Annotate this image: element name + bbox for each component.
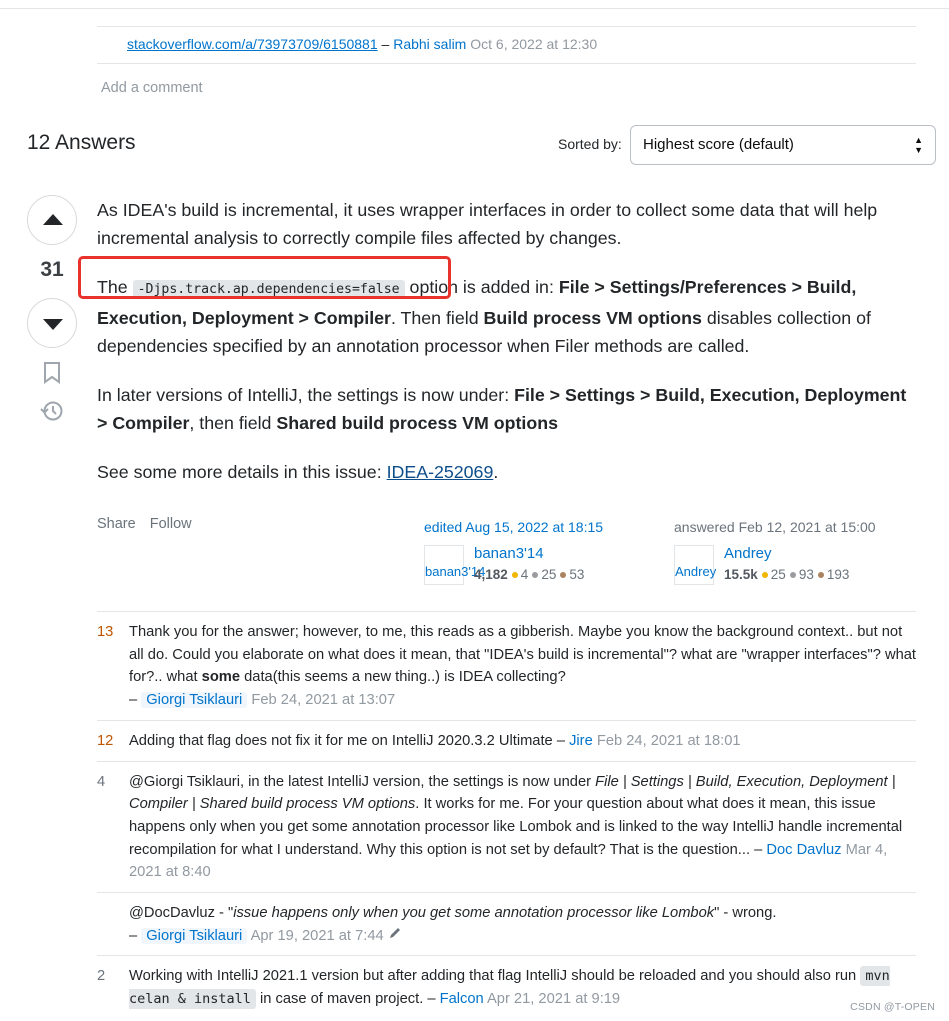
history-icon[interactable] bbox=[40, 400, 64, 426]
edit-pencil-icon[interactable] bbox=[388, 928, 402, 944]
follow-link[interactable]: Follow bbox=[149, 516, 192, 532]
question-comments bbox=[97, 26, 916, 64]
author-name[interactable]: Andrey bbox=[724, 545, 772, 562]
comment-link[interactable]: stackoverflow.com/a/73973709/6150881 bbox=[127, 36, 378, 52]
comment: 2 Working with IntelliJ 2021.1 version but after adding that flag IntelliJ should be reloaded and you should also run mvn celan & install in case of maven project. – Falcon Apr 21, 2021 at 9:19 bbox=[97, 955, 916, 1018]
silver-badge-icon bbox=[532, 572, 538, 578]
author-reputation: 15.5k 25 93 193 bbox=[724, 567, 850, 582]
arrow-up-icon bbox=[43, 214, 63, 225]
comment: 4 @Giorgi Tsiklauri, in the latest IntelliJ version, the settings is now under File | Settings | Build, Execution, Deployment | Compiler | Shared build process VM options. It works for me. For your question about what does it mean, this issue happens only when you get some annotation processor like Lombok and is linked to the way IntelliJ handle incremental recompilation for what I understand. Why this option is not set by default? That is the question... – Doc Davluz Mar 4, 2021 at 8:40 bbox=[97, 761, 916, 893]
comment-user[interactable]: Jire bbox=[569, 732, 593, 749]
comment: @DocDavluz - "issue happens only when you get some annotation processor like Lombok" - wrong. – Giorgi Tsiklauri Apr 19, 2021 at 7:44 bbox=[97, 892, 916, 955]
add-comment-link[interactable]: Add a comment bbox=[101, 80, 203, 96]
edited-timestamp[interactable]: edited Aug 15, 2022 at 18:15 bbox=[424, 519, 604, 535]
select-arrows-icon: ▲ ▼ bbox=[914, 135, 923, 155]
sort-select[interactable] bbox=[630, 125, 936, 165]
comment-date[interactable]: Apr 21, 2021 at 9:19 bbox=[487, 991, 621, 1008]
post-menu bbox=[97, 516, 202, 532]
avatar[interactable]: Andrey bbox=[674, 545, 714, 585]
author-signature bbox=[674, 519, 876, 582]
comment-separator: – bbox=[377, 36, 394, 52]
answers-count-heading: 12 Answers bbox=[27, 131, 136, 154]
silver-badge-icon bbox=[790, 572, 796, 578]
bronze-badge-icon bbox=[560, 572, 566, 578]
bookmark-icon[interactable] bbox=[43, 362, 61, 388]
share-link[interactable]: Share bbox=[97, 516, 136, 532]
comment-score: 13 bbox=[97, 624, 114, 640]
comment-date[interactable]: Mar 4, 2021 at 8:40 bbox=[129, 841, 888, 881]
sort-label: Sorted by: bbox=[558, 136, 622, 152]
editor-name[interactable]: banan3'14 bbox=[474, 545, 544, 562]
comment-date[interactable]: Feb 24, 2021 at 18:01 bbox=[596, 732, 741, 749]
comment-score: 12 bbox=[97, 732, 114, 749]
comment-user[interactable]: Giorgi Tsiklauri bbox=[141, 692, 247, 708]
comment: 13 Thank you for the answer; however, to me, this reads as a gibberish. Maybe you know the background context.. but not all do. Could you elaborate on what does it mean, that "IDEA's build is incremental"? what are "wrapper interfaces"? what for?.. what some data(this seems a new thing..) is IDEA collecting? – Giorgi Tsiklauri Feb 24, 2021 at 13:07 bbox=[97, 611, 916, 720]
answer-paragraph: The -Djps.track.ap.dependencies=false option is added in: File > Settings/Preferences > Build, Execution, Deployment > Compiler. Then field Build process VM options disables collection of dependencies specified by an annotation processor when Filer methods are called. bbox=[97, 277, 871, 356]
gold-badge-icon bbox=[762, 572, 768, 578]
question-comment bbox=[97, 26, 916, 64]
watermark: CSDN @T-OPEN bbox=[850, 1001, 935, 1013]
comment: 12 Adding that flag does not fix it for me on IntelliJ 2020.3.2 Ultimate – Jire Feb 24, 2021 at 18:01 bbox=[97, 720, 916, 761]
comment-user[interactable]: Rabhi salim bbox=[393, 36, 467, 52]
issue-link[interactable]: IDEA-252069 bbox=[386, 462, 494, 482]
answer-paragraph: As IDEA's build is incremental, it uses wrapper interfaces in order to collect some data that will help incremental analysis to correctly compile files affected by changes. bbox=[97, 200, 878, 248]
editor-reputation: 4,182 4 25 53 bbox=[474, 567, 585, 582]
answer-paragraph: See some more details in this issue: IDEA-252069. bbox=[97, 462, 499, 482]
comment-user[interactable]: Giorgi Tsiklauri bbox=[141, 928, 247, 944]
comment-date[interactable]: Feb 24, 2021 at 13:07 bbox=[251, 692, 396, 709]
comment-code: mvn celan & install bbox=[129, 968, 890, 1008]
comment-user[interactable]: Doc Davluz bbox=[766, 841, 842, 858]
bronze-badge-icon bbox=[818, 572, 824, 578]
answer-paragraph: In later versions of IntelliJ, the settings is now under: File > Settings > Build, Execution, Deployment > Compiler, then field Shared build process VM options bbox=[97, 385, 907, 433]
comment-date[interactable]: Apr 19, 2021 at 7:44 bbox=[250, 927, 384, 944]
upvote-button[interactable] bbox=[27, 195, 77, 245]
vm-option-code: -Djps.track.ap.dependencies=false bbox=[133, 280, 405, 299]
comment-date[interactable]: Oct 6, 2022 at 12:30 bbox=[470, 36, 598, 52]
answer-body bbox=[97, 196, 921, 507]
highlight-annotation-box bbox=[78, 256, 451, 299]
top-divider bbox=[0, 8, 949, 9]
answered-timestamp[interactable]: answered Feb 12, 2021 at 15:00 bbox=[674, 519, 876, 535]
gold-badge-icon bbox=[512, 572, 518, 578]
answer-comments bbox=[97, 611, 916, 1019]
editor-signature bbox=[424, 519, 604, 582]
vote-count: 31 bbox=[40, 258, 64, 281]
comment-score: 2 bbox=[97, 968, 106, 985]
downvote-button[interactable] bbox=[27, 298, 77, 348]
arrow-down-icon bbox=[43, 319, 63, 330]
sort-selected-value: Highest score (default) bbox=[643, 136, 794, 153]
avatar[interactable]: banan3'14 bbox=[424, 545, 464, 585]
comment-user[interactable]: Falcon bbox=[439, 991, 484, 1008]
comment-score: 4 bbox=[97, 773, 106, 790]
